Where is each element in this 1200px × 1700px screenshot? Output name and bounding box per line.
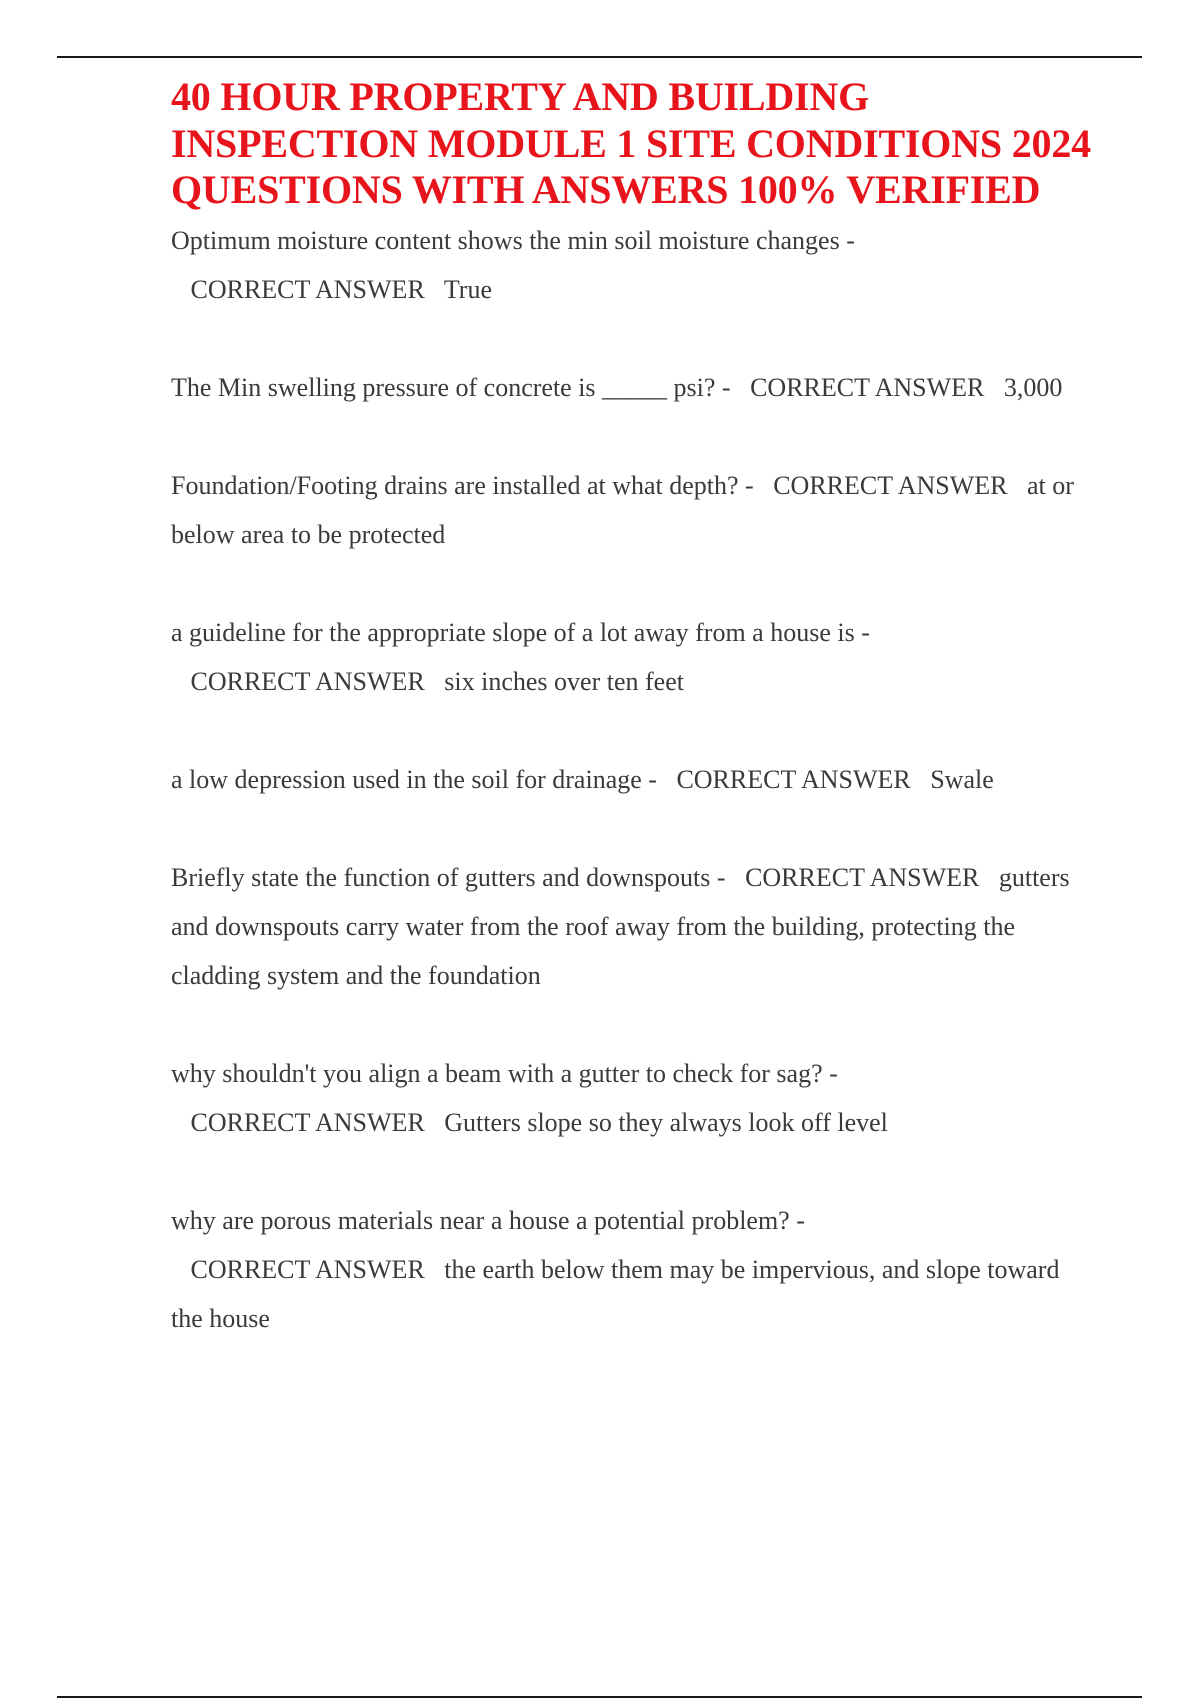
answer-text: the earth below them may be impervious, and slope toward the house	[171, 1254, 1060, 1333]
question-text: why shouldn't you align a beam with a gutter to check for sag? -	[171, 1058, 838, 1088]
qa-item	[171, 216, 1091, 314]
bottom-divider	[57, 1696, 1142, 1698]
answer-text: True	[443, 274, 492, 304]
top-divider	[57, 56, 1142, 58]
answer-text: at or below area to be protected	[171, 470, 1074, 549]
question-text: Foundation/Footing drains are installed at what depth? -	[171, 470, 754, 500]
qa-item	[171, 755, 1091, 804]
qa-item	[171, 1049, 1091, 1147]
question-text: The Min swelling pressure of concrete is _____ psi? -	[171, 372, 731, 402]
question-text: a low depression used in the soil for drainage -	[171, 764, 657, 794]
answer-label: CORRECT ANSWER	[773, 470, 1008, 500]
answer-text: Swale	[930, 764, 994, 794]
document-title: 40 HOUR PROPERTY AND BUILDING INSPECTION MODULE 1 SITE CONDITIONS 2024 QUESTIONS WITH ANSWERS 100% VERIFIED	[171, 74, 1091, 212]
answer-label: CORRECT ANSWER	[745, 862, 980, 892]
answer-text: gutters and downspouts carry water from the roof away from the building, protecting the cladding system and the foundation	[171, 862, 1070, 990]
answer-label: CORRECT ANSWER	[190, 666, 425, 696]
answer-label: CORRECT ANSWER	[190, 1107, 425, 1137]
answer-label: CORRECT ANSWER	[750, 372, 985, 402]
qa-item	[171, 853, 1091, 1000]
answer-label: CORRECT ANSWER	[190, 274, 425, 304]
answer-text: Gutters slope so they always look off level	[444, 1107, 888, 1137]
qa-item	[171, 1196, 1091, 1343]
qa-list	[171, 216, 1091, 1343]
question-text: Optimum moisture content shows the min soil moisture changes -	[171, 225, 855, 255]
question-text: Briefly state the function of gutters and downspouts -	[171, 862, 726, 892]
qa-item	[171, 608, 1091, 706]
document-body	[171, 74, 1091, 1392]
question-text: a guideline for the appropriate slope of a lot away from a house is -	[171, 617, 870, 647]
question-text: why are porous materials near a house a potential problem? -	[171, 1205, 805, 1235]
answer-label: CORRECT ANSWER	[190, 1254, 425, 1284]
answer-text: six inches over ten feet	[444, 666, 684, 696]
answer-text: 3,000	[1003, 372, 1063, 402]
qa-item	[171, 363, 1091, 412]
answer-label: CORRECT ANSWER	[676, 764, 911, 794]
qa-item	[171, 461, 1091, 559]
